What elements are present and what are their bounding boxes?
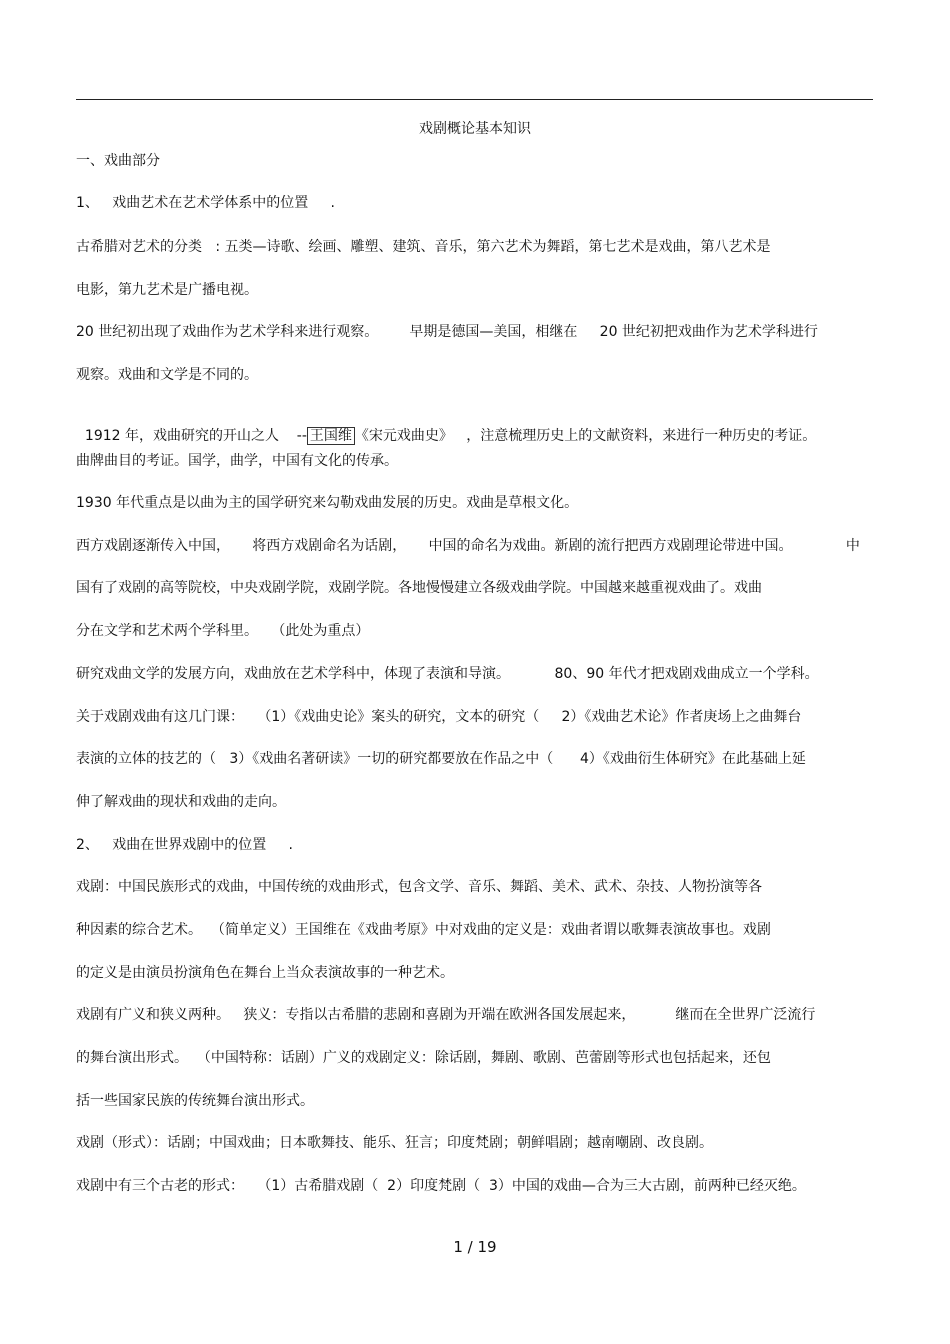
highlighted-name-box: 王国维 (307, 427, 355, 445)
paragraph-line: 戏剧有广义和狭义两种。 狭义：专指以古希腊的悲剧和喜剧为开端在欧洲各国发展起来， 继而在全世界广泛流行 (76, 1007, 816, 1023)
top-rule (76, 99, 873, 100)
paragraph-line-1912 (76, 409, 816, 445)
paragraph-line: 国有了戏剧的高等院校，中央戏剧学院，戏剧学院。各地慢慢建立各级戏曲学院。中国越来越重视戏曲了。戏曲 (76, 580, 762, 596)
subsection-heading-2: 2、 戏曲在世界戏剧中的位置 . (76, 837, 293, 853)
paragraph-line: 曲牌曲目的考证。国学，曲学，中国有文化的传承。 (76, 453, 398, 469)
paragraph-line: 戏剧（形式）：话剧；中国戏曲；日本歌舞技、能乐、狂言；印度梵剧；朝鲜唱剧；越南嘲剧、改良剧。 (76, 1135, 713, 1151)
document-title: 戏剧概论基本知识 (419, 121, 531, 137)
page-number: 1 / 19 (453, 1238, 497, 1256)
paragraph-line: 电影，第九艺术是广播电视。 (76, 282, 258, 298)
paragraph-line: 观察。戏曲和文学是不同的。 (76, 367, 258, 383)
line-1912-after: 《宋元戏曲史》 ，注意梳理历史上的文献资料，来进行一种历史的考证。 (354, 428, 817, 444)
paragraph-line: 括一些国家民族的传统舞台演出形式。 (76, 1093, 314, 1109)
paragraph-line: 表演的立体的技艺的（ 3）《戏曲名著研读》一切的研究都要放在作品之中（ 4）《戏曲衍生体研究》在此基础上延 (76, 751, 806, 767)
section-heading: 一、戏曲部分 (76, 153, 160, 169)
paragraph-line: 种因素的综合艺术。 （简单定义）王国维在《戏曲考原》中对戏曲的定义是：戏曲者谓以歌舞表演故事也。戏剧 (76, 922, 771, 938)
paragraph-line: 20 世纪初出现了戏曲作为艺术学科来进行观察。 早期是德国—美国，相继在 20 世纪初把戏曲作为艺术学科进行 (76, 324, 818, 340)
paragraph-line: 的舞台演出形式。 （中国特称：话剧）广义的戏剧定义：除话剧，舞剧、歌剧、芭蕾剧等形式也包括起来，还包 (76, 1050, 771, 1066)
paragraph-line: 1930 年代重点是以曲为主的国学研究来勾勒戏曲发展的历史。戏曲是草根文化。 (76, 495, 579, 511)
paragraph-line: 戏剧中有三个古老的形式： （1）古希腊戏剧（ 2）印度梵剧（ 3）中国的戏曲—合为三大古剧，前两种已经灭绝。 (76, 1178, 806, 1194)
subsection-heading-1: 1、 戏曲艺术在艺术学体系中的位置 . (76, 195, 335, 211)
paragraph-line: 研究戏曲文学的发展方向，戏曲放在艺术学科中，体现了表演和导演。 80、90 年代才把戏剧戏曲成立一个学科。 (76, 666, 819, 682)
paragraph-line: 古希腊对艺术的分类 : 五类—诗歌、绘画、雕塑、建筑、音乐，第六艺术为舞蹈，第七艺术是戏曲，第八艺术是 (76, 239, 771, 255)
paragraph-line: 戏剧：中国民族形式的戏曲，中国传统的戏曲形式，包含文学、音乐、舞蹈、美术、武术、杂技、人物扮演等各 (76, 879, 762, 895)
paragraph-line: 关于戏剧戏曲有这几门课： （1）《戏曲史论》案头的研究，文本的研究（ 2）《戏曲艺术论》作者庚场上之曲舞台 (76, 709, 802, 725)
line-1912-before: 1912 年，戏曲研究的开山之人 -- (84, 428, 307, 444)
paragraph-line: 分在文学和艺术两个学科里。 （此处为重点） (76, 623, 370, 639)
paragraph-line: 西方戏剧逐渐传入中国， 将西方戏剧命名为话剧， 中国的命名为戏曲。新剧的流行把西方戏剧理论带进中国。 中 (76, 538, 860, 554)
paragraph-line: 的定义是由演员扮演角色在舞台上当众表演故事的一种艺术。 (76, 965, 454, 981)
paragraph-line: 伸了解戏曲的现状和戏曲的走向。 (76, 794, 286, 810)
